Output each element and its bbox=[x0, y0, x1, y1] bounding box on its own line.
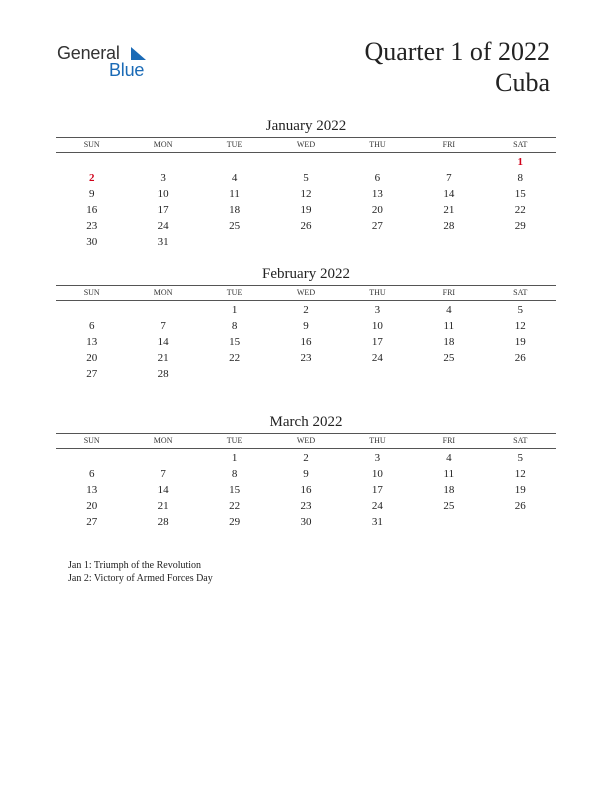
day-cell: 17 bbox=[157, 204, 169, 216]
day-cell: 6 bbox=[374, 172, 381, 184]
day-cell: 4 bbox=[446, 452, 452, 464]
day-cell: 24 bbox=[371, 352, 383, 364]
day-cell: 2 bbox=[303, 304, 309, 316]
day-cell: 10 bbox=[371, 468, 383, 480]
day-cell: 7 bbox=[160, 468, 166, 480]
day-cell: 18 bbox=[443, 484, 455, 496]
day-cell: 8 bbox=[231, 468, 238, 480]
weekday-header: WED bbox=[296, 288, 316, 297]
day-cell: 3 bbox=[160, 172, 166, 184]
day-cell: 4 bbox=[231, 172, 238, 184]
weekday-header-row bbox=[56, 137, 556, 153]
day-cell: 16 bbox=[86, 204, 98, 216]
empty-day-cell bbox=[413, 234, 484, 250]
day-cell: 13 bbox=[86, 336, 98, 348]
day-grid bbox=[56, 450, 556, 530]
day-cell: 14 bbox=[443, 188, 455, 200]
weekday-header: FRI bbox=[442, 140, 456, 149]
empty-day-cell bbox=[485, 234, 556, 250]
day-cell: 17 bbox=[371, 336, 383, 348]
day-cell: 7 bbox=[446, 172, 452, 184]
day-cell: 25 bbox=[229, 220, 241, 232]
empty-day-cell bbox=[127, 302, 198, 318]
day-cell: 14 bbox=[157, 336, 169, 348]
empty-day-cell bbox=[127, 450, 198, 466]
day-cell: 21 bbox=[157, 352, 169, 364]
day-cell: 20 bbox=[86, 500, 98, 512]
month-calendar-february bbox=[56, 264, 556, 382]
weekday-header: TUE bbox=[226, 140, 243, 149]
empty-day-cell bbox=[270, 234, 341, 250]
day-cell: 9 bbox=[303, 468, 309, 480]
day-cell: 11 bbox=[443, 468, 455, 480]
empty-day-cell bbox=[270, 366, 341, 382]
holiday-note: Jan 2: Victory of Armed Forces Day bbox=[68, 573, 213, 584]
empty-day-cell bbox=[342, 154, 413, 170]
weekday-header: TUE bbox=[226, 436, 243, 445]
day-cell: 26 bbox=[514, 352, 526, 364]
day-cell: 22 bbox=[514, 204, 526, 216]
day-cell: 3 bbox=[374, 304, 381, 316]
day-cell: 16 bbox=[300, 484, 312, 496]
day-cell: 5 bbox=[517, 304, 524, 316]
day-cell: 4 bbox=[446, 304, 452, 316]
day-grid bbox=[56, 154, 556, 250]
day-cell: 10 bbox=[157, 188, 169, 200]
empty-day-cell bbox=[485, 514, 556, 530]
day-cell: 19 bbox=[514, 484, 526, 496]
day-cell: 15 bbox=[229, 484, 241, 496]
empty-day-cell bbox=[342, 366, 413, 382]
day-cell: 9 bbox=[303, 320, 309, 332]
day-cell: 6 bbox=[88, 468, 95, 480]
weekday-header-row bbox=[56, 433, 556, 449]
day-cell: 28 bbox=[443, 220, 455, 232]
day-grid bbox=[56, 302, 556, 382]
day-cell: 28 bbox=[157, 368, 169, 380]
holiday-day-cell: 2 bbox=[88, 172, 95, 184]
day-cell: 27 bbox=[86, 368, 98, 380]
day-cell: 26 bbox=[514, 500, 526, 512]
weekday-header: THU bbox=[369, 436, 386, 445]
day-cell: 20 bbox=[86, 352, 98, 364]
day-cell: 27 bbox=[371, 220, 383, 232]
empty-day-cell bbox=[199, 154, 270, 170]
day-cell: 28 bbox=[157, 516, 169, 528]
weekday-header: MON bbox=[153, 436, 173, 445]
day-cell: 29 bbox=[229, 516, 241, 528]
weekday-header: THU bbox=[369, 140, 386, 149]
day-cell: 16 bbox=[300, 336, 312, 348]
weekday-header-row bbox=[56, 285, 556, 301]
day-cell: 1 bbox=[231, 452, 238, 464]
empty-day-cell bbox=[413, 514, 484, 530]
weekday-header: SUN bbox=[83, 436, 100, 445]
day-cell: 29 bbox=[514, 220, 526, 232]
weekday-header: WED bbox=[296, 140, 316, 149]
weekday-header: THU bbox=[369, 288, 386, 297]
day-cell: 23 bbox=[86, 220, 98, 232]
weekday-header: MON bbox=[153, 288, 173, 297]
day-cell: 12 bbox=[514, 468, 526, 480]
weekday-header: FRI bbox=[442, 288, 456, 297]
day-cell: 5 bbox=[517, 452, 524, 464]
day-cell: 3 bbox=[374, 452, 381, 464]
weekday-header: TUE bbox=[226, 288, 243, 297]
day-cell: 5 bbox=[303, 172, 309, 184]
day-cell: 12 bbox=[300, 188, 312, 200]
logo-text-blue: Blue bbox=[109, 60, 145, 80]
day-cell: 9 bbox=[88, 188, 95, 200]
day-cell: 8 bbox=[231, 320, 238, 332]
weekday-header: WED bbox=[296, 436, 316, 445]
day-cell: 18 bbox=[443, 336, 455, 348]
empty-day-cell bbox=[342, 234, 413, 250]
day-cell: 30 bbox=[86, 236, 98, 248]
day-cell: 17 bbox=[371, 484, 383, 496]
day-cell: 24 bbox=[157, 220, 169, 232]
weekday-header: MON bbox=[153, 140, 173, 149]
empty-day-cell bbox=[199, 366, 270, 382]
day-cell: 12 bbox=[514, 320, 526, 332]
month-calendar-january bbox=[56, 116, 556, 250]
holiday-day-cell: 1 bbox=[517, 156, 524, 168]
page-title: Quarter 1 of 2022 bbox=[364, 37, 550, 66]
day-cell: 14 bbox=[157, 484, 169, 496]
month-title: January 2022 bbox=[265, 118, 347, 134]
day-cell: 23 bbox=[300, 500, 312, 512]
day-cell: 1 bbox=[231, 304, 238, 316]
country-name: Cuba bbox=[495, 68, 550, 97]
empty-day-cell bbox=[56, 302, 127, 318]
day-cell: 15 bbox=[229, 336, 241, 348]
weekday-header: SAT bbox=[513, 288, 528, 297]
holiday-note: Jan 1: Triumph of the Revolution bbox=[68, 560, 202, 571]
weekday-header: SAT bbox=[513, 436, 528, 445]
empty-day-cell bbox=[127, 154, 198, 170]
weekday-header: SUN bbox=[83, 288, 100, 297]
day-cell: 11 bbox=[443, 320, 455, 332]
day-cell: 25 bbox=[443, 352, 455, 364]
day-cell: 25 bbox=[443, 500, 455, 512]
day-cell: 31 bbox=[157, 236, 169, 248]
holiday-notes bbox=[68, 559, 213, 585]
day-cell: 2 bbox=[303, 452, 309, 464]
month-title: February 2022 bbox=[262, 266, 350, 282]
generalblue-logo bbox=[57, 43, 167, 83]
day-cell: 20 bbox=[371, 204, 383, 216]
weekday-header: SAT bbox=[513, 140, 528, 149]
empty-day-cell bbox=[485, 366, 556, 382]
day-cell: 7 bbox=[160, 320, 166, 332]
day-cell: 18 bbox=[229, 204, 241, 216]
day-cell: 13 bbox=[371, 188, 383, 200]
day-cell: 8 bbox=[517, 172, 524, 184]
day-cell: 22 bbox=[229, 352, 241, 364]
logo-text-general: General bbox=[57, 43, 120, 63]
month-calendar-march bbox=[56, 412, 556, 530]
empty-day-cell bbox=[199, 234, 270, 250]
day-cell: 27 bbox=[86, 516, 98, 528]
day-cell: 26 bbox=[300, 220, 312, 232]
day-cell: 21 bbox=[443, 204, 455, 216]
weekday-header: FRI bbox=[442, 436, 456, 445]
empty-day-cell bbox=[56, 450, 127, 466]
day-cell: 23 bbox=[300, 352, 312, 364]
day-cell: 15 bbox=[514, 188, 526, 200]
day-cell: 21 bbox=[157, 500, 169, 512]
day-cell: 22 bbox=[229, 500, 241, 512]
day-cell: 6 bbox=[88, 320, 95, 332]
day-cell: 31 bbox=[371, 516, 383, 528]
month-title: March 2022 bbox=[269, 414, 343, 430]
empty-day-cell bbox=[413, 154, 484, 170]
page-header bbox=[364, 36, 550, 98]
day-cell: 19 bbox=[514, 336, 526, 348]
day-cell: 30 bbox=[300, 516, 312, 528]
day-cell: 13 bbox=[86, 484, 98, 496]
day-cell: 11 bbox=[229, 188, 240, 200]
empty-day-cell bbox=[413, 366, 484, 382]
day-cell: 24 bbox=[371, 500, 383, 512]
day-cell: 10 bbox=[371, 320, 383, 332]
empty-day-cell bbox=[56, 154, 127, 170]
day-cell: 19 bbox=[300, 204, 312, 216]
weekday-header: SUN bbox=[83, 140, 100, 149]
empty-day-cell bbox=[270, 154, 341, 170]
